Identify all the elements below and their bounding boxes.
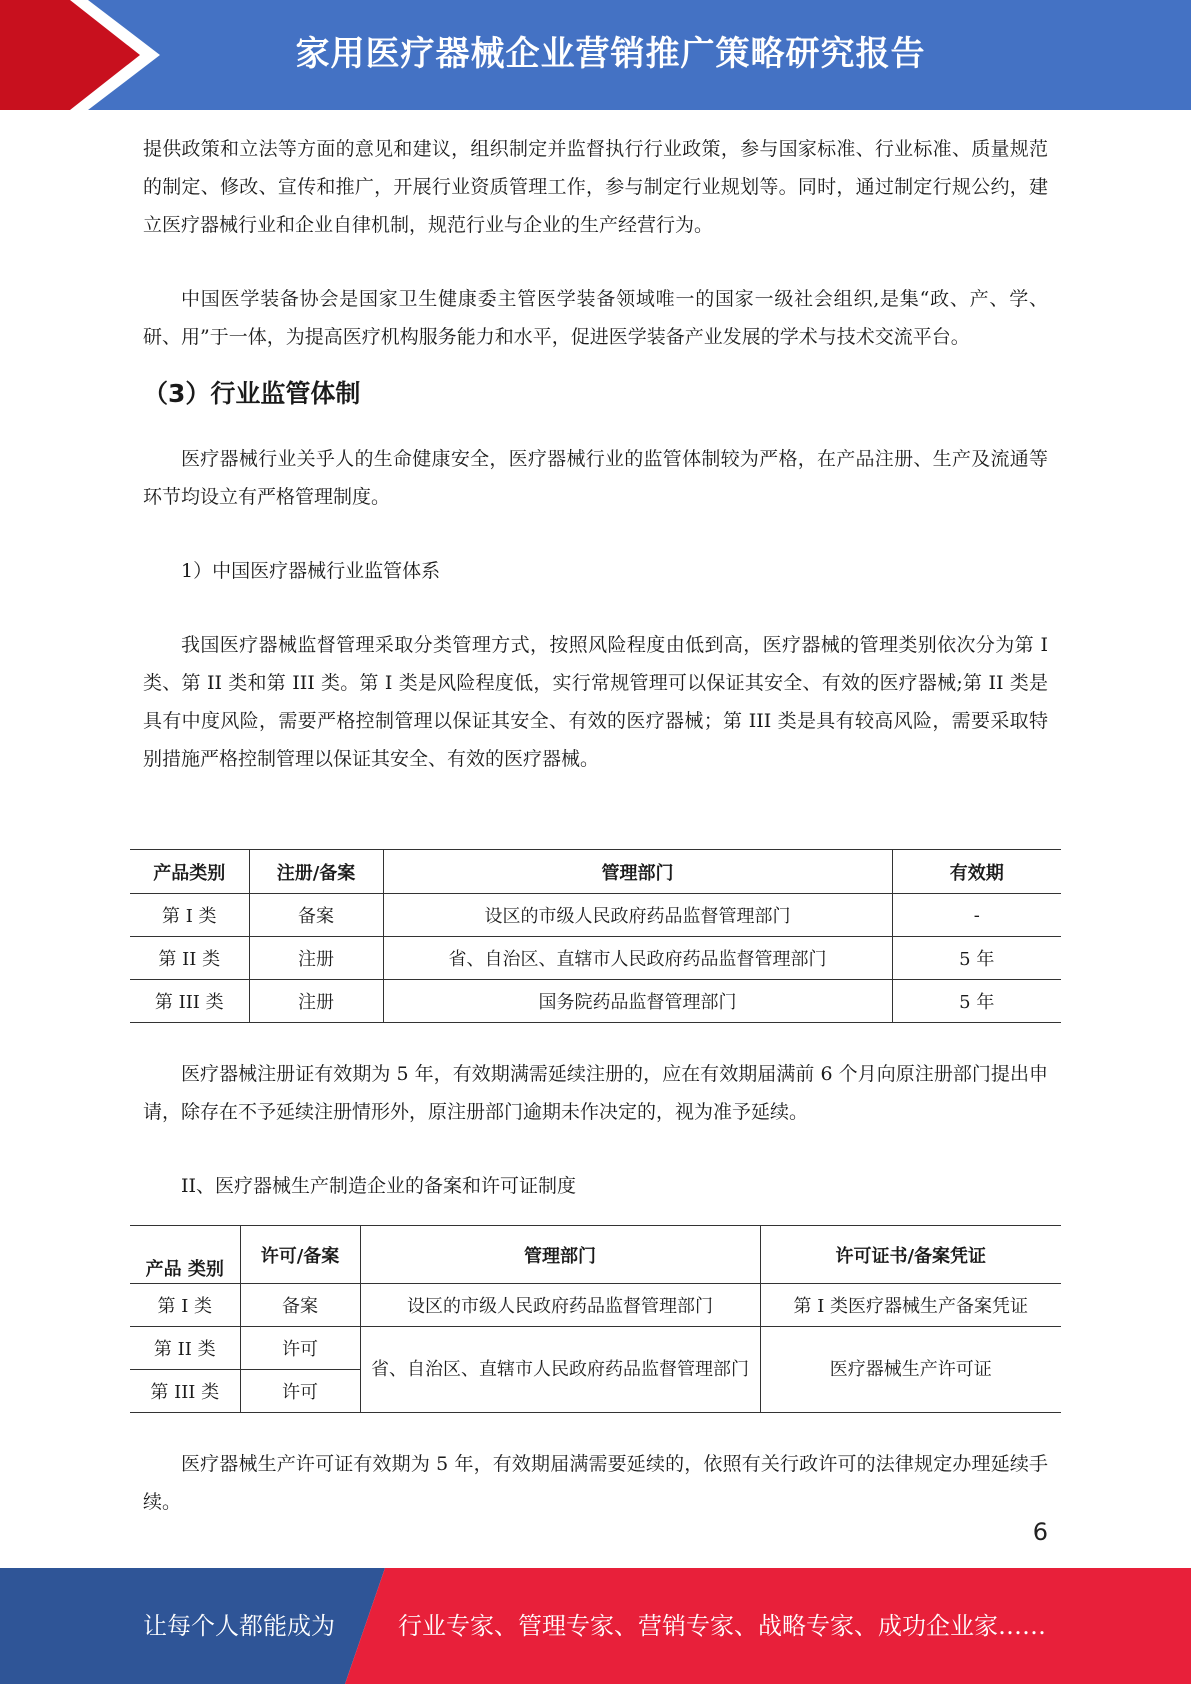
table-row bbox=[130, 937, 1061, 980]
report-title: 家用医疗器械企业营销推广策略研究报告 bbox=[295, 34, 926, 74]
table-cell: 第 II 类 bbox=[130, 1327, 240, 1370]
table-cell: 省、自治区、直辖市人民政府药品监督管理部门 bbox=[383, 937, 892, 980]
table-row bbox=[130, 894, 1061, 937]
middle-content bbox=[143, 1055, 1048, 1205]
footer-slogan-left: 让每个人都能成为 bbox=[143, 1612, 335, 1640]
section-heading-regulatory-system: （3）行业监管体制 bbox=[143, 379, 361, 408]
table-cell: 备案 bbox=[240, 1284, 360, 1327]
table-cell: 第 II 类 bbox=[130, 937, 249, 980]
page-number: 6 bbox=[1032, 1518, 1048, 1546]
table-cell: 5 年 bbox=[892, 980, 1061, 1023]
page-footer bbox=[0, 1568, 1191, 1684]
main-content bbox=[143, 130, 1048, 778]
header-cell: 管理部门 bbox=[360, 1226, 760, 1284]
paragraph-license-validity: 医疗器械生产许可证有效期为 5 年，有效期届满需要延续的，依照有关行政许可的法律规定办理延续手续。 bbox=[143, 1453, 1048, 1513]
table-cell: 注册 bbox=[249, 937, 383, 980]
table-cell: 许可 bbox=[240, 1370, 360, 1413]
table-cell: 设区的市级人民政府药品监督管理部门 bbox=[360, 1284, 760, 1327]
classification-table bbox=[130, 849, 1061, 1023]
table-cell-merged-department: 省、自治区、直辖市人民政府药品监督管理部门 bbox=[360, 1327, 760, 1413]
table-cell: 第 I 类 bbox=[130, 1284, 240, 1327]
header-cell: 许可/备案 bbox=[240, 1226, 360, 1284]
header-cell: 管理部门 bbox=[383, 850, 892, 894]
table-row bbox=[130, 1284, 1061, 1327]
footer-slogan-right: 行业专家、管理专家、营销专家、战略专家、成功企业家…… bbox=[398, 1612, 1046, 1640]
license-table bbox=[130, 1225, 1061, 1413]
table-cell: - bbox=[892, 894, 1061, 937]
table-cell: 第 III 类 bbox=[130, 980, 249, 1023]
paragraph-medical-equipment-association: 中国医学装备协会是国家卫生健康委主管医学装备领域唯一的国家一级社会组织,是集“政、产、学、研、用”于一体，为提高医疗机构服务能力和水平，促进医学装备产业发展的学术与技术交流平台。 bbox=[143, 288, 1048, 348]
paragraph-classification: 我国医疗器械监督管理采取分类管理方式，按照风险程度由低到高，医疗器械的管理类别依次分为第 I 类、第 II 类和第 III 类。第 I 类是风险程度低，实行常规管理可以保证其安全、有效的医疗器械;第 II 类是具有中度风险，需要严格控制管理以保证其安全、有效的医疗器械；第 III 类是具有较高风险，需要采取特别措施严格控制管理以保证其安全、有效的医疗器械。 bbox=[143, 634, 1048, 770]
table-cell: 注册 bbox=[249, 980, 383, 1023]
table-cell-merged-certificate: 医疗器械生产许可证 bbox=[760, 1327, 1061, 1413]
table-cell: 许可 bbox=[240, 1327, 360, 1370]
paragraph-regulation-overview: 医疗器械行业关乎人的生命健康安全，医疗器械行业的监管体制较为严格，在产品注册、生产及流通等环节均设立有严格管理制度。 bbox=[143, 448, 1048, 508]
table-cell: 备案 bbox=[249, 894, 383, 937]
paragraph-industry-association-duties: 提供政策和立法等方面的意见和建议，组织制定并监督执行行业政策，参与国家标准、行业标准、质量规范的制定、修改、宣传和推广，开展行业资质管理工作，参与制定行业规划等。同时，通过制定行规公约，建立医疗器械行业和企业自律机制，规范行业与企业的生产经营行为。 bbox=[143, 138, 1048, 236]
subheading-license-system: II、医疗器械生产制造企业的备案和许可证制度 bbox=[181, 1175, 577, 1197]
table-cell: 设区的市级人民政府药品监督管理部门 bbox=[383, 894, 892, 937]
table-row bbox=[130, 1327, 1061, 1370]
table-cell: 5 年 bbox=[892, 937, 1061, 980]
header-cell: 产品 类别 bbox=[130, 1226, 240, 1284]
header-cell: 产品类别 bbox=[130, 850, 249, 894]
header-cell: 注册/备案 bbox=[249, 850, 383, 894]
table-cell: 第 I 类 bbox=[130, 894, 249, 937]
header-cell: 许可证书/备案凭证 bbox=[760, 1226, 1061, 1284]
table-cell: 第 III 类 bbox=[130, 1370, 240, 1413]
subheading-regulatory-framework: 1）中国医疗器械行业监管体系 bbox=[181, 560, 441, 582]
table-cell: 国务院药品监督管理部门 bbox=[383, 980, 892, 1023]
page-header bbox=[0, 0, 1191, 110]
header-cell: 有效期 bbox=[892, 850, 1061, 894]
table-header-row bbox=[130, 1226, 1061, 1284]
table-row bbox=[130, 980, 1061, 1023]
table-header-row bbox=[130, 850, 1061, 894]
bottom-content bbox=[143, 1445, 1048, 1521]
paragraph-registration-validity: 医疗器械注册证有效期为 5 年，有效期满需延续注册的，应在有效期届满前 6 个月向原注册部门提出申请，除存在不予延续注册情形外，原注册部门逾期未作决定的，视为准予延续。 bbox=[143, 1063, 1048, 1123]
table-cell: 第 I 类医疗器械生产备案凭证 bbox=[760, 1284, 1061, 1327]
